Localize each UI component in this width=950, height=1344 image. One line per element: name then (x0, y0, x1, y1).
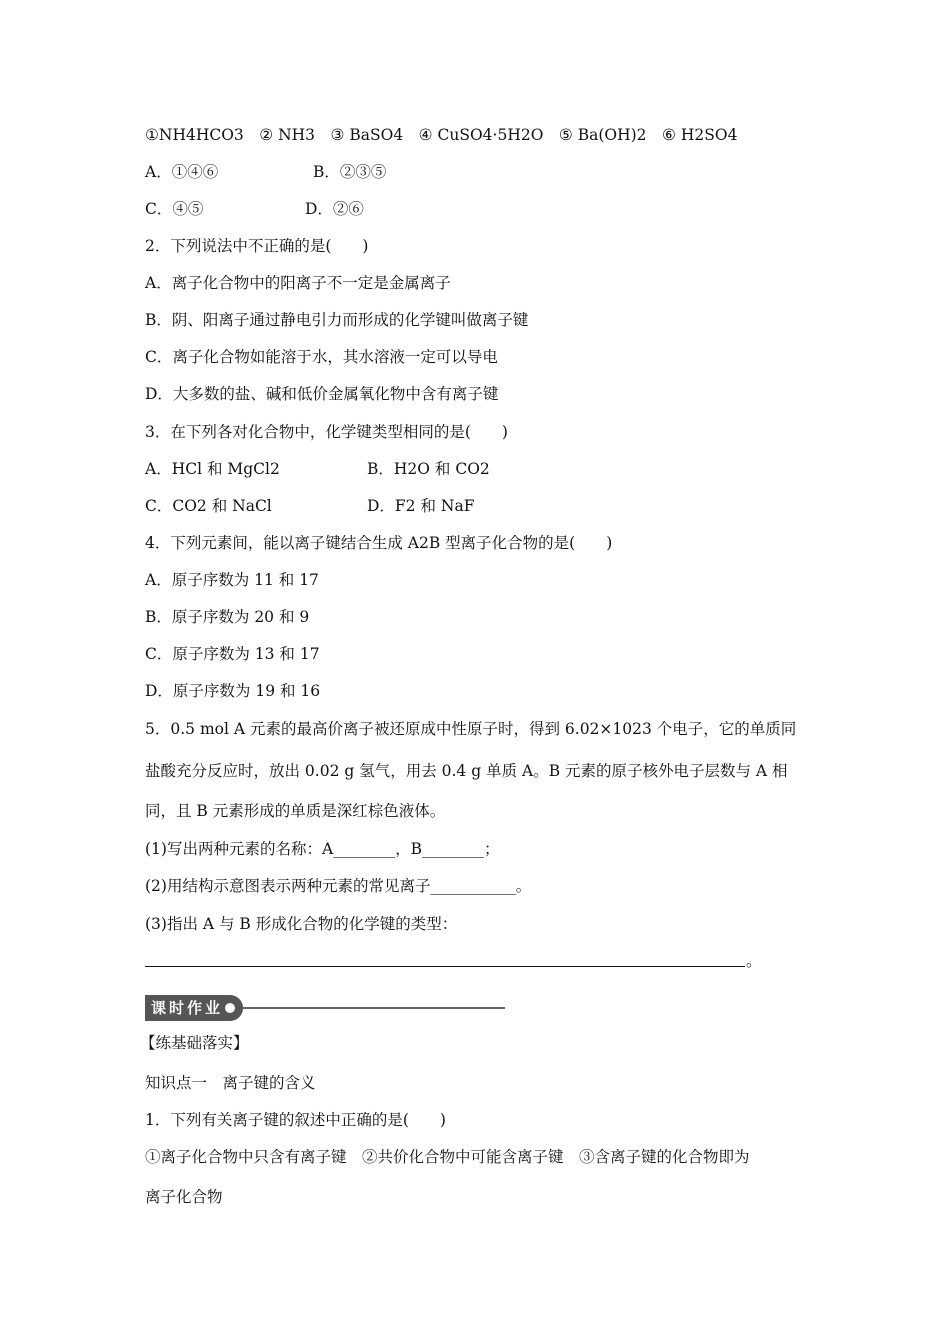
q3-option-a: A．HCl 和 MgCl2 (145, 460, 280, 478)
section-banner-text: 课时作业 (151, 999, 224, 1017)
q2-option-c: C．离子化合物如能溶于水，其水溶液一定可以导电 (145, 348, 498, 366)
q4-option-a: A．原子序数为 11 和 17 (145, 571, 319, 589)
q2-option-a: A．离子化合物中的阳离子不一定是金属离子 (145, 274, 451, 292)
q2-option-d: D．大多数的盐、碱和低价金属氧化物中含有离子键 (145, 385, 499, 403)
compound-list: ①NH4HCO3 ② NH3 ③ BaSO4 ④ CuSO4·5H2O ⑤ Ba(OH)2 ⑥ H2SO4 (145, 126, 738, 144)
section-banner-label (145, 995, 243, 1021)
q4-stem: 4．下列元素间，能以离子键结合生成 A2B 型离子化合物的是( ) (145, 534, 613, 552)
section-q1-line-2: 离子化合物 (145, 1188, 223, 1206)
knowledge-point: 知识点一 离子键的含义 (145, 1074, 316, 1092)
q2-stem: 2．下列说法中不正确的是( ) (145, 237, 369, 255)
banner-rule (243, 1007, 505, 1009)
q5-text-line-1: 5．0.5 mol A 元素的最高价离子被还原成中性原子时，得到 6.02×1023 个电子，它的单质同 (145, 720, 797, 738)
q0-option-a: A．①④⑥ (145, 163, 219, 181)
q3-option-b: B．H2O 和 CO2 (367, 460, 490, 478)
q0-option-c: C．④⑤ (145, 200, 204, 218)
q5-part-2: (2)用结构示意图表示两种元素的常见离子___________。 (145, 877, 532, 895)
q5-text-line-2: 盐酸充分反应时，放出 0.02 g 氢气，用去 0.4 g 单质 A。B 元素的原子核外电子层数与 A 相 (145, 762, 788, 780)
q0-option-b: B．②③⑤ (313, 163, 387, 181)
answer-end-mark: 。 (746, 952, 762, 970)
q5-text-line-3: 同，且 B 元素形成的单质是深红棕色液体。 (145, 802, 446, 820)
banner-dot-icon (225, 1003, 235, 1013)
section-q1-line-1: ①离子化合物中只含有离子键 ②共价化合物中可能含离子键 ③含离子键的化合物即为 (145, 1148, 750, 1166)
q3-option-d: D．F2 和 NaF (367, 497, 475, 515)
subhead: 【练基础落实】 (140, 1034, 249, 1052)
answer-blank-line (145, 966, 745, 967)
q4-option-d: D．原子序数为 19 和 16 (145, 682, 321, 700)
q5-part-3: (3)指出 A 与 B 形成化合物的化学键的类型： (145, 915, 458, 933)
q0-option-d: D．②⑥ (305, 200, 364, 218)
q2-option-b: B．阴、阳离子通过静电引力而形成的化学键叫做离子键 (145, 311, 529, 329)
q3-stem: 3．在下列各对化合物中，化学键类型相同的是( ) (145, 423, 508, 441)
q5-part-1: (1)写出两种元素的名称：A________，B________； (145, 840, 500, 858)
q4-option-b: B．原子序数为 20 和 9 (145, 608, 310, 626)
section-banner (145, 995, 505, 1021)
q4-option-c: C．原子序数为 13 和 17 (145, 645, 320, 663)
q3-option-c: C．CO2 和 NaCl (145, 497, 272, 515)
section-q1-stem: 1．下列有关离子键的叙述中正确的是( ) (145, 1111, 446, 1129)
